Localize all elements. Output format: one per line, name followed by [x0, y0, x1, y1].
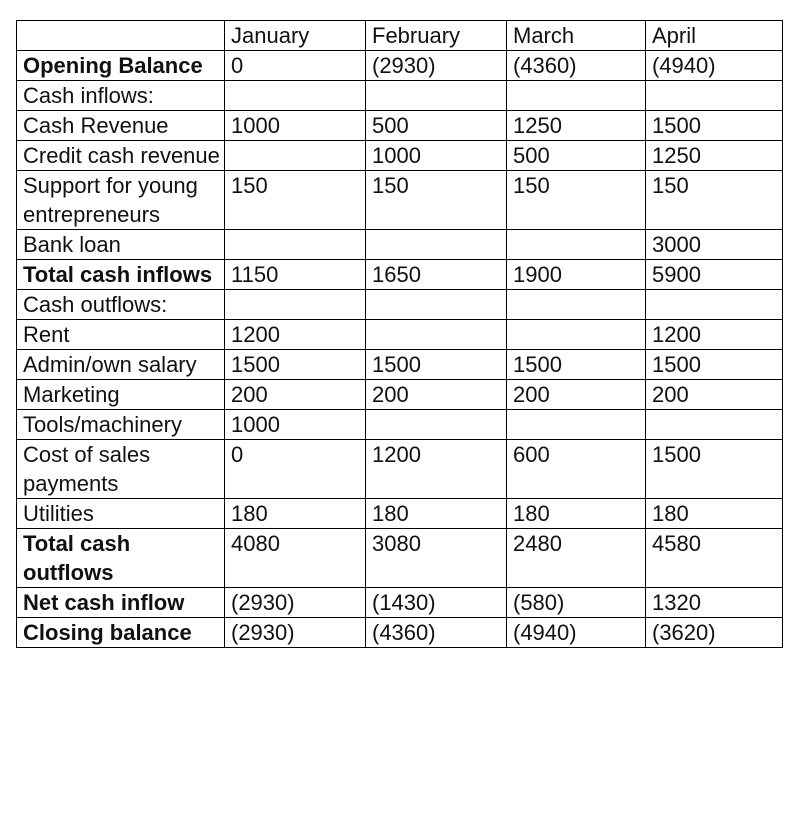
cell-april: 1250 — [646, 141, 783, 171]
cell-february — [366, 320, 507, 350]
table-row-tools-machinery — [17, 410, 783, 440]
cell-february — [366, 230, 507, 260]
table-row-opening-balance — [17, 51, 783, 81]
header-cell-corner — [17, 21, 225, 51]
header-row — [17, 21, 783, 51]
cell-april: 1500 — [646, 440, 783, 499]
table-body — [17, 51, 783, 648]
cell-february — [366, 410, 507, 440]
cell-april — [646, 290, 783, 320]
cell-march — [507, 410, 646, 440]
cell-april: (4940) — [646, 51, 783, 81]
cell-march — [507, 320, 646, 350]
cell-march: 1900 — [507, 260, 646, 290]
cell-february: (2930) — [366, 51, 507, 81]
cell-april: 1200 — [646, 320, 783, 350]
cell-march: 1500 — [507, 350, 646, 380]
cell-january: 150 — [225, 171, 366, 230]
cell-march — [507, 290, 646, 320]
table-row-cost-of-sales-payments — [17, 440, 783, 499]
row-label: Cash inflows: — [17, 81, 225, 111]
cell-march: 180 — [507, 499, 646, 529]
cell-january: 0 — [225, 51, 366, 81]
row-label: Admin/own salary — [17, 350, 225, 380]
cell-january — [225, 81, 366, 111]
table-row-admin-own-salary — [17, 350, 783, 380]
row-label: Tools/machinery — [17, 410, 225, 440]
cell-january: 0 — [225, 440, 366, 499]
cell-february: 1650 — [366, 260, 507, 290]
cell-january: (2930) — [225, 588, 366, 618]
row-label: Utilities — [17, 499, 225, 529]
cell-january: 200 — [225, 380, 366, 410]
table-row-cash-inflows-heading — [17, 81, 783, 111]
table-row-bank-loan — [17, 230, 783, 260]
cell-april: 4580 — [646, 529, 783, 588]
cell-january: 1150 — [225, 260, 366, 290]
cell-april: 1500 — [646, 111, 783, 141]
cell-april: 200 — [646, 380, 783, 410]
cell-april: 5900 — [646, 260, 783, 290]
row-label: Cash outflows: — [17, 290, 225, 320]
header-cell-march: March — [507, 21, 646, 51]
cell-january: 1500 — [225, 350, 366, 380]
cell-march: 150 — [507, 171, 646, 230]
cash-flow-table — [16, 20, 783, 648]
cell-april: 180 — [646, 499, 783, 529]
cell-february: 500 — [366, 111, 507, 141]
table-row-cash-revenue — [17, 111, 783, 141]
header-cell-february: February — [366, 21, 507, 51]
cell-january: 1000 — [225, 111, 366, 141]
cell-march: 200 — [507, 380, 646, 410]
header-cell-january: January — [225, 21, 366, 51]
cell-march: (4940) — [507, 618, 646, 648]
row-label: Opening Balance — [17, 51, 225, 81]
cell-january — [225, 141, 366, 171]
cell-january: 4080 — [225, 529, 366, 588]
cell-february: 3080 — [366, 529, 507, 588]
cell-february — [366, 290, 507, 320]
cell-march: 2480 — [507, 529, 646, 588]
cell-february: 1500 — [366, 350, 507, 380]
cell-march: 500 — [507, 141, 646, 171]
cell-february: 1200 — [366, 440, 507, 499]
row-label: Total cash outflows — [17, 529, 225, 588]
cell-april: 1320 — [646, 588, 783, 618]
row-label: Support for young entrepreneurs — [17, 171, 225, 230]
cell-february: (1430) — [366, 588, 507, 618]
row-label: Cost of sales payments — [17, 440, 225, 499]
cell-january — [225, 290, 366, 320]
cell-january — [225, 230, 366, 260]
cell-march: 1250 — [507, 111, 646, 141]
table-row-cash-outflows-heading — [17, 290, 783, 320]
cell-january: 1000 — [225, 410, 366, 440]
table-row-support-young-entrepreneurs — [17, 171, 783, 230]
table-row-rent — [17, 320, 783, 350]
cell-march — [507, 230, 646, 260]
table-row-marketing — [17, 380, 783, 410]
row-label: Rent — [17, 320, 225, 350]
table-row-net-cash-inflow — [17, 588, 783, 618]
row-label: Closing balance — [17, 618, 225, 648]
cell-february: 1000 — [366, 141, 507, 171]
cell-february: (4360) — [366, 618, 507, 648]
cell-april — [646, 81, 783, 111]
table-row-closing-balance — [17, 618, 783, 648]
cell-march — [507, 81, 646, 111]
cell-february: 200 — [366, 380, 507, 410]
table-row-total-cash-inflows — [17, 260, 783, 290]
cell-april: 3000 — [646, 230, 783, 260]
cell-april: 1500 — [646, 350, 783, 380]
cell-january: 1200 — [225, 320, 366, 350]
row-label: Net cash inflow — [17, 588, 225, 618]
cell-february: 150 — [366, 171, 507, 230]
cell-april: (3620) — [646, 618, 783, 648]
row-label: Total cash inflows — [17, 260, 225, 290]
table-row-credit-cash-revenue — [17, 141, 783, 171]
cell-february — [366, 81, 507, 111]
header-cell-april: April — [646, 21, 783, 51]
cell-february: 180 — [366, 499, 507, 529]
row-label: Bank loan — [17, 230, 225, 260]
cell-march: (580) — [507, 588, 646, 618]
cell-january: 180 — [225, 499, 366, 529]
row-label: Cash Revenue — [17, 111, 225, 141]
cell-april — [646, 410, 783, 440]
row-label: Credit cash revenue — [17, 141, 225, 171]
row-label: Marketing — [17, 380, 225, 410]
cell-april: 150 — [646, 171, 783, 230]
table-row-total-cash-outflows — [17, 529, 783, 588]
cell-january: (2930) — [225, 618, 366, 648]
table-row-utilities — [17, 499, 783, 529]
cell-march: (4360) — [507, 51, 646, 81]
cell-march: 600 — [507, 440, 646, 499]
